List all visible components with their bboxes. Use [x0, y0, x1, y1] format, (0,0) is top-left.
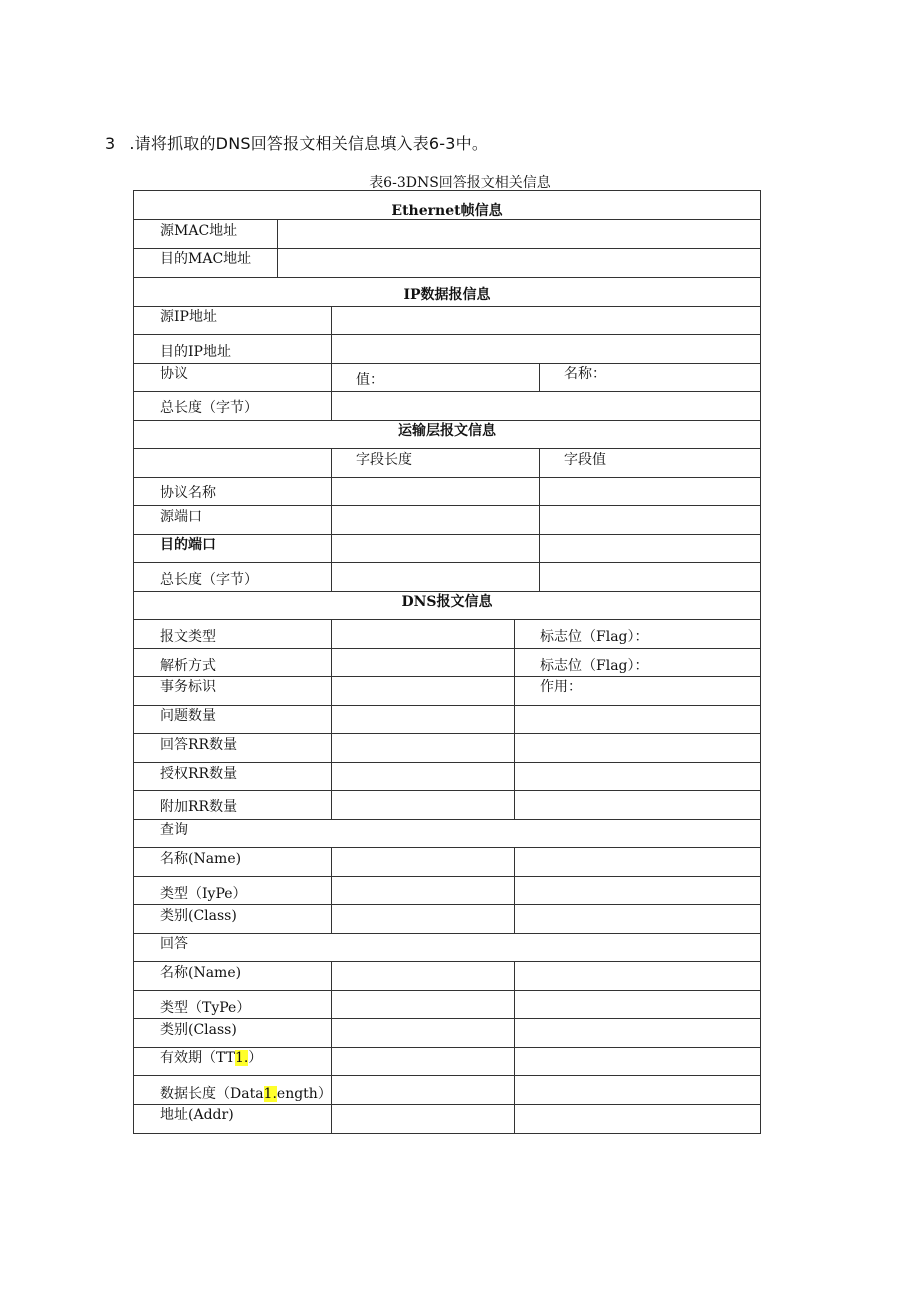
label-authority-rr: 授权RR数量: [160, 766, 238, 782]
row-divider: [134, 448, 760, 449]
label-query-heading: 查询: [160, 822, 188, 838]
row-divider: [134, 619, 760, 620]
label-addr: 地址(Addr): [160, 1107, 234, 1123]
row-divider: [134, 705, 760, 706]
label-answer-rr: 回答RR数量: [160, 737, 238, 753]
label-answer-type: 类型（TyPe）: [160, 1000, 251, 1016]
row-divider: [134, 1075, 760, 1076]
dns-info-table: [133, 190, 761, 1134]
instruction-number: 3: [105, 134, 116, 153]
row-divider: [134, 762, 760, 763]
table-caption: 表6-3DNS回答报文相关信息: [369, 175, 551, 191]
label-answer-name: 名称(Name): [160, 965, 242, 981]
label-field-value: 字段值: [564, 452, 606, 468]
label-protocol-name-row: 协议名称: [160, 485, 216, 501]
label-flag-2: 标志位（Flag）：: [540, 658, 649, 674]
label-protocol-name: 名称：: [564, 366, 606, 382]
instruction-text: [105, 131, 488, 154]
section-dns: DNS报文信息: [401, 594, 493, 610]
row-divider: [134, 961, 760, 962]
ttl-text-end: ）: [248, 1050, 263, 1066]
data-length-text-end: ength）: [276, 1086, 332, 1102]
label-dst-ip: 目的IP地址: [160, 344, 231, 360]
data-length-highlight: 1.: [263, 1086, 277, 1102]
row-divider: [134, 562, 760, 563]
section-ip: IP数据报信息: [403, 287, 491, 303]
row-divider: [134, 733, 760, 734]
label-additional-rr: 附加RR数量: [160, 799, 238, 815]
row-divider: [134, 1047, 760, 1048]
col-divider: [277, 219, 278, 277]
col-divider: [331, 847, 332, 933]
row-divider: [134, 391, 760, 392]
col-divider: [514, 619, 515, 819]
col-divider: [331, 619, 332, 819]
label-src-mac: 源MAC地址: [160, 223, 238, 239]
col-divider: [539, 448, 540, 591]
label-src-ip: 源IP地址: [160, 309, 217, 325]
row-divider: [134, 277, 760, 278]
col-divider: [514, 847, 515, 933]
row-divider: [134, 534, 760, 535]
row-divider: [134, 420, 760, 421]
label-function: 作用：: [540, 679, 582, 695]
label-flag-1: 标志位（Flag）：: [540, 629, 649, 645]
col-divider: [514, 961, 515, 1133]
section-transport: 运输层报文信息: [398, 423, 496, 439]
row-divider: [134, 477, 760, 478]
label-dst-port: 目的端口: [160, 537, 216, 553]
data-length-text: 数据长度（Data: [160, 1086, 264, 1102]
row-divider: [134, 334, 760, 335]
row-divider: [134, 1018, 760, 1019]
row-divider: [134, 990, 760, 991]
label-field-length: 字段长度: [356, 452, 412, 468]
label-ttl: [160, 1050, 262, 1066]
label-query-name: 名称(Name): [160, 851, 242, 867]
label-ip-total-length: 总长度（字节）: [160, 400, 258, 416]
row-divider: [134, 505, 760, 506]
row-divider: [134, 904, 760, 905]
row-divider: [134, 219, 760, 220]
row-divider: [134, 676, 760, 677]
label-answer-class: 类别(Class): [160, 1022, 237, 1038]
row-divider: [134, 819, 760, 820]
label-resolve-mode: 解析方式: [160, 658, 216, 674]
label-data-length: [160, 1086, 332, 1102]
label-query-type: 类型（IyPe）: [160, 886, 247, 902]
row-divider: [134, 648, 760, 649]
label-src-port: 源端口: [160, 509, 202, 525]
ttl-highlight: 1.: [234, 1050, 249, 1066]
label-protocol-value: 值：: [356, 372, 384, 388]
ttl-text: 有效期（TT: [160, 1050, 235, 1066]
col-divider: [331, 306, 332, 420]
col-divider: [331, 448, 332, 591]
label-query-class: 类别(Class): [160, 908, 237, 924]
label-msg-type: 报文类型: [160, 629, 216, 645]
instruction-body: .请将抓取的DNS回答报文相关信息填入表6-3中。: [129, 134, 489, 153]
label-answer-heading: 回答: [160, 936, 188, 952]
section-ethernet: Ethernet帧信息: [391, 203, 503, 219]
label-dst-mac: 目的MAC地址: [160, 251, 252, 267]
row-divider: [134, 1104, 760, 1105]
col-divider: [539, 363, 540, 391]
row-divider: [134, 591, 760, 592]
row-divider: [134, 306, 760, 307]
row-divider: [134, 847, 760, 848]
row-divider: [134, 790, 760, 791]
row-divider: [134, 248, 760, 249]
label-question-count: 问题数量: [160, 708, 216, 724]
label-transaction-id: 事务标识: [160, 679, 216, 695]
row-divider: [134, 933, 760, 934]
row-divider: [134, 876, 760, 877]
row-divider: [134, 363, 760, 364]
label-transport-total-length: 总长度（字节）: [160, 572, 258, 588]
col-divider: [331, 961, 332, 1133]
label-protocol: 协议: [160, 366, 188, 382]
